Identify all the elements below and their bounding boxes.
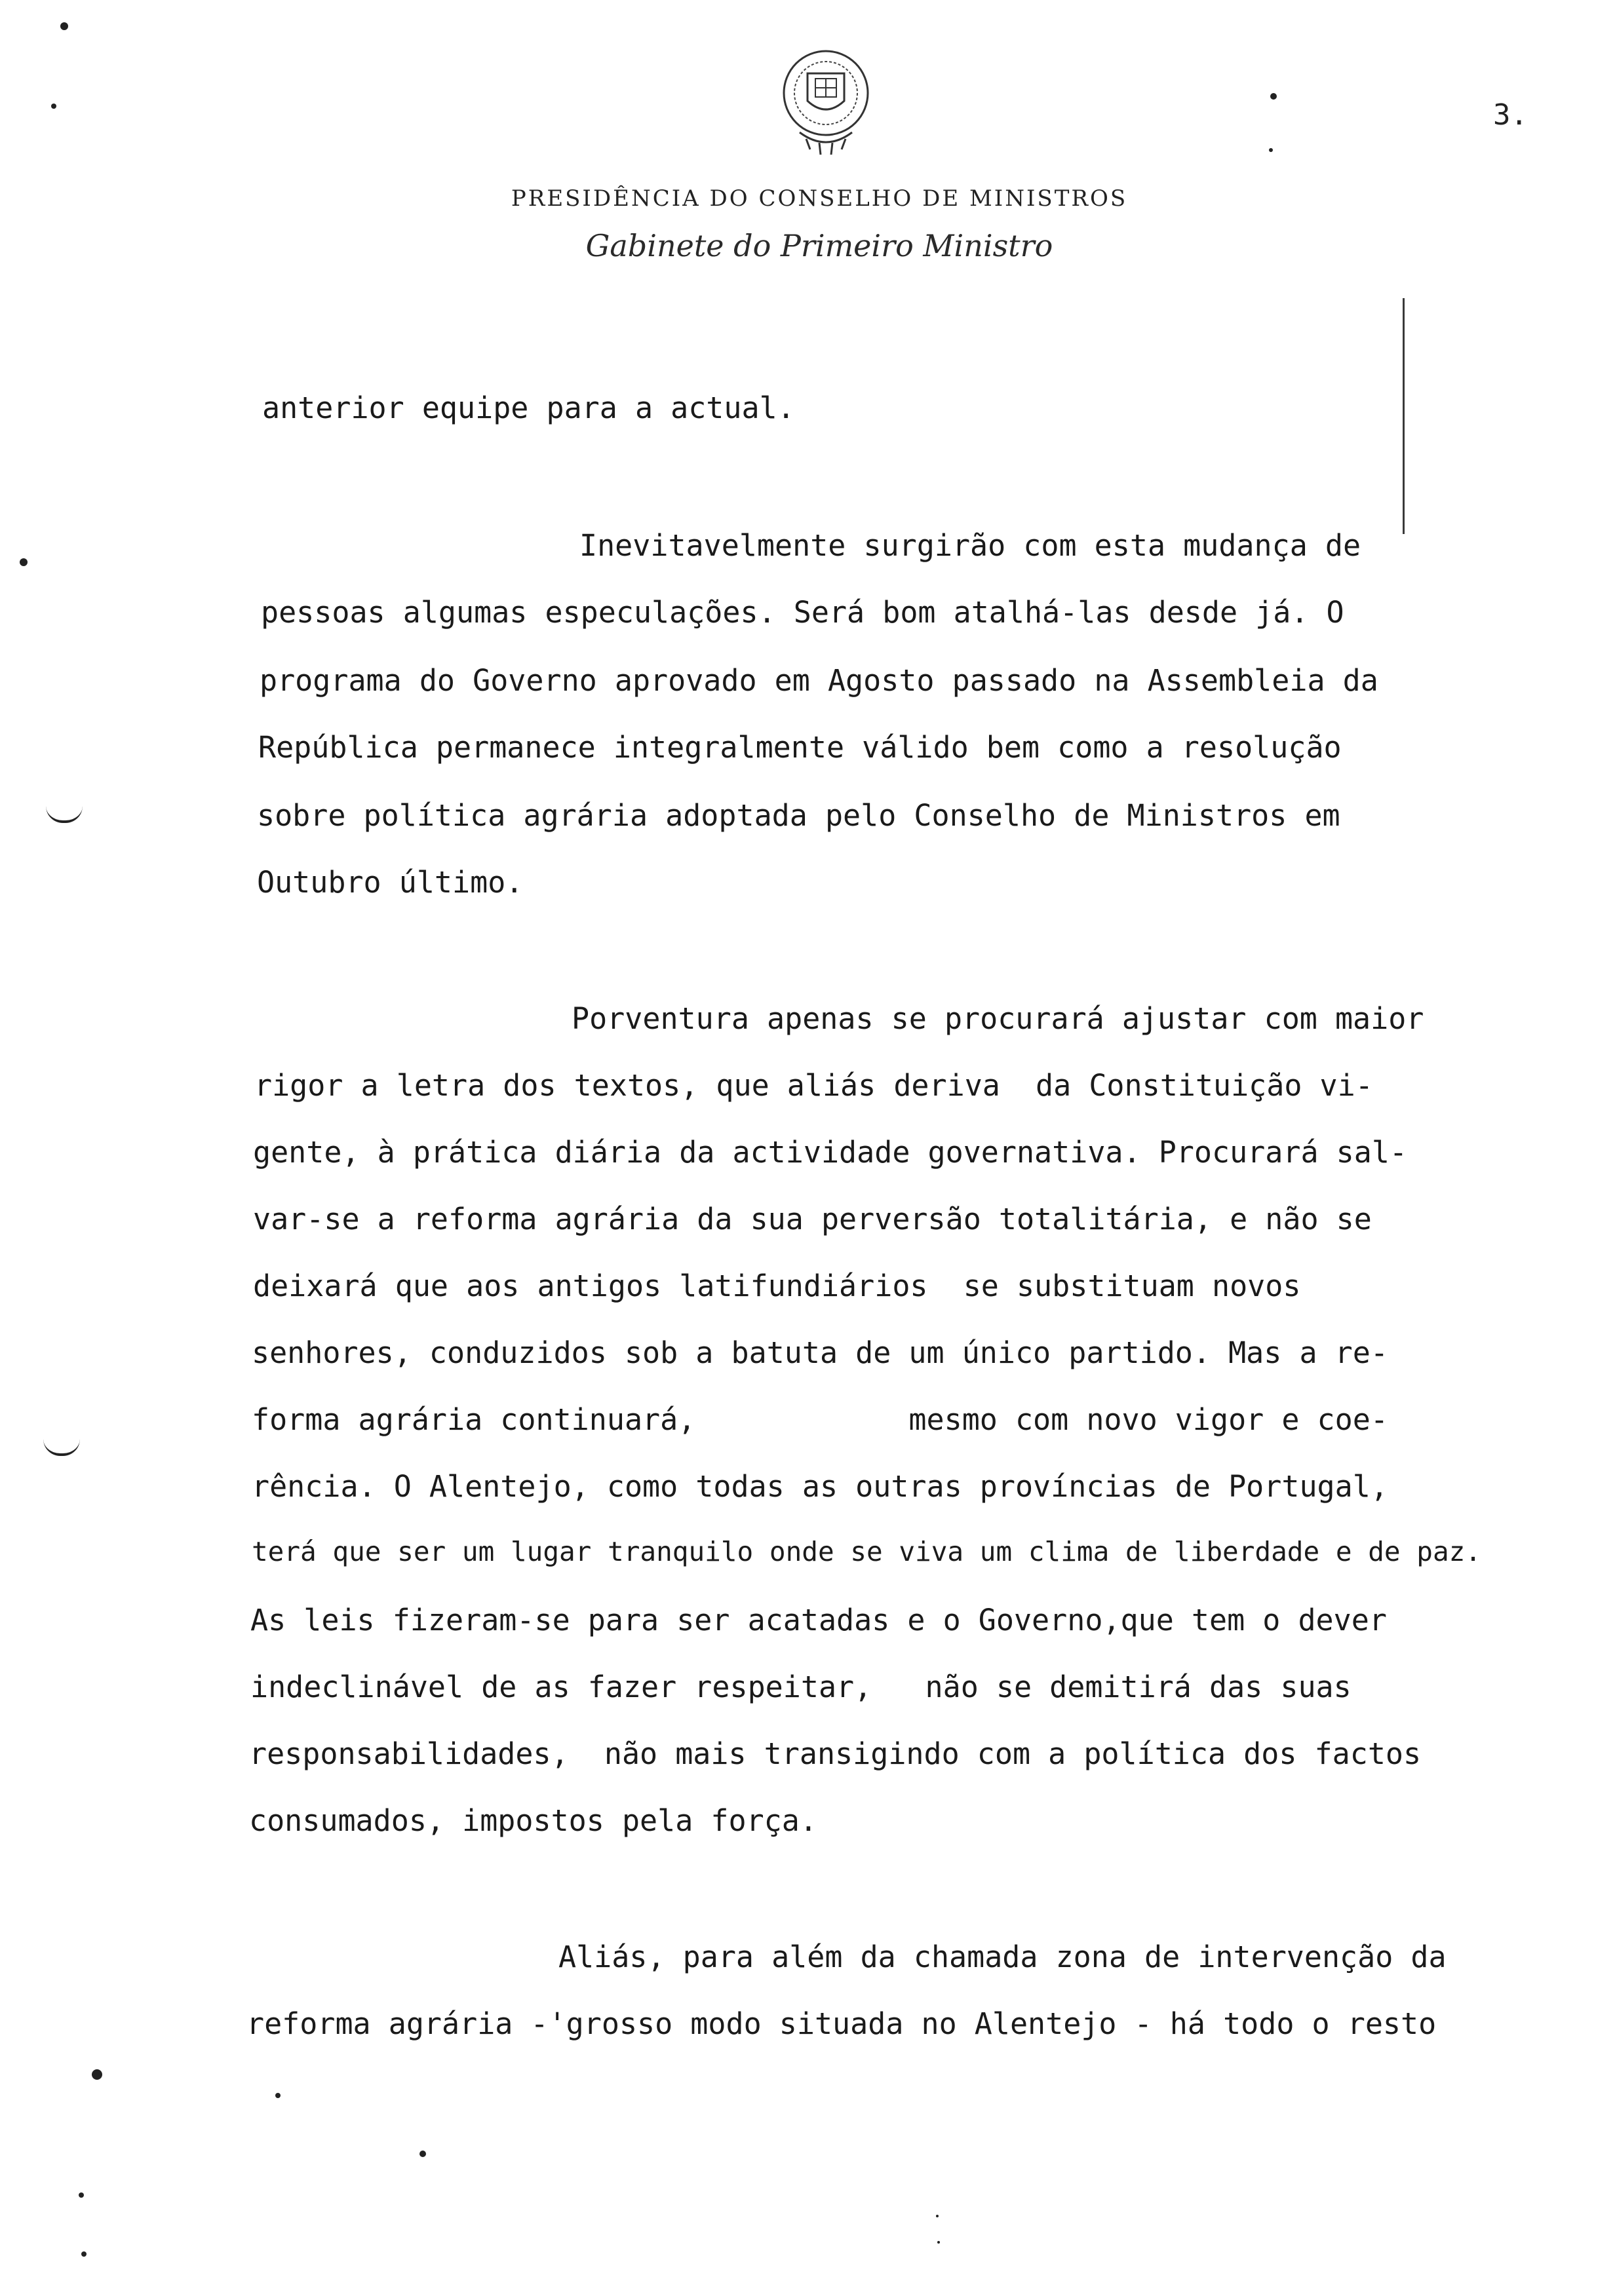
text-line: senhores, conduzidos sob a batuta de um único partido. Mas a re-: [252, 1335, 1388, 1370]
scan-speck: [419, 2151, 426, 2157]
text-line: anterior equipe para a actual.: [262, 391, 795, 425]
text-line: reforma agrária -'grosso modo situada no Alentejo - há todo o resto: [246, 2006, 1437, 2041]
scan-speck: [51, 104, 56, 109]
scan-speck: [92, 2069, 102, 2080]
scan-speck: [937, 2241, 940, 2244]
text-line: responsabilidades, não mais transigindo com a política dos factos: [249, 1736, 1422, 1771]
scan-speck: [60, 22, 68, 30]
scan-speck: [79, 2192, 84, 2198]
scan-mark: [46, 806, 83, 823]
page-number: 3.: [1493, 98, 1528, 132]
scan-speck: [936, 2215, 939, 2217]
letterhead-office: Gabinete do Primeiro Ministro: [585, 228, 1053, 263]
scan-speck: [81, 2251, 87, 2257]
text-line: rigor a letra dos textos, que aliás deriva da Constituição vi-: [254, 1068, 1373, 1103]
text-line: forma agrária continuará, mesmo com novo vigor e coe-: [252, 1402, 1388, 1437]
text-line: rência. O Alentejo, como todas as outras províncias de Portugal,: [252, 1469, 1388, 1504]
text-line: programa do Governo aprovado em Agosto passado na Assembleia da: [260, 663, 1378, 698]
scan-mark: [43, 1439, 80, 1456]
text-line: terá que ser um lugar tranquilo onde se viva um clima de liberdade e de paz.: [252, 1536, 1481, 1567]
text-line: Inevitavelmente surgirão com esta mudança de: [579, 528, 1361, 563]
text-line: var-se a reforma agrária da sua perversão totalitária, e não se: [253, 1202, 1372, 1236]
text-line: pessoas algumas especulações. Será bom atalhá-las desde já. O: [261, 595, 1344, 630]
letterhead-institution: PRESIDÊNCIA DO CONSELHO DE MINISTROS: [511, 185, 1128, 212]
text-line: deixará que aos antigos latifundiários se substituam novos: [253, 1269, 1301, 1303]
scan-speck: [1269, 148, 1273, 152]
scan-speck: [20, 558, 28, 566]
scan-speck: [275, 2093, 281, 2098]
coat-of-arms-seal-icon: [773, 47, 878, 165]
text-line: Porventura apenas se procurará ajustar com maior: [572, 1001, 1424, 1036]
text-line: Outubro último.: [257, 865, 524, 900]
text-line: gente, à prática diária da actividade governativa. Procurará sal-: [253, 1135, 1407, 1170]
text-line: indeclinável de as fazer respeitar, não se demitirá das suas: [250, 1670, 1352, 1704]
text-line: consumados, impostos pela força.: [249, 1803, 817, 1838]
text-line: As leis fizeram-se para ser acatadas e o Governo,que tem o dever: [250, 1603, 1387, 1637]
text-line: República permanece integralmente válido bem como a resolução: [258, 730, 1342, 765]
margin-mark: [1403, 298, 1405, 534]
text-line: sobre política agrária adoptada pelo Conselho de Ministros em: [257, 798, 1340, 833]
text-line: Aliás, para além da chamada zona de intervenção da: [558, 1940, 1447, 1974]
scan-speck: [1270, 93, 1277, 100]
